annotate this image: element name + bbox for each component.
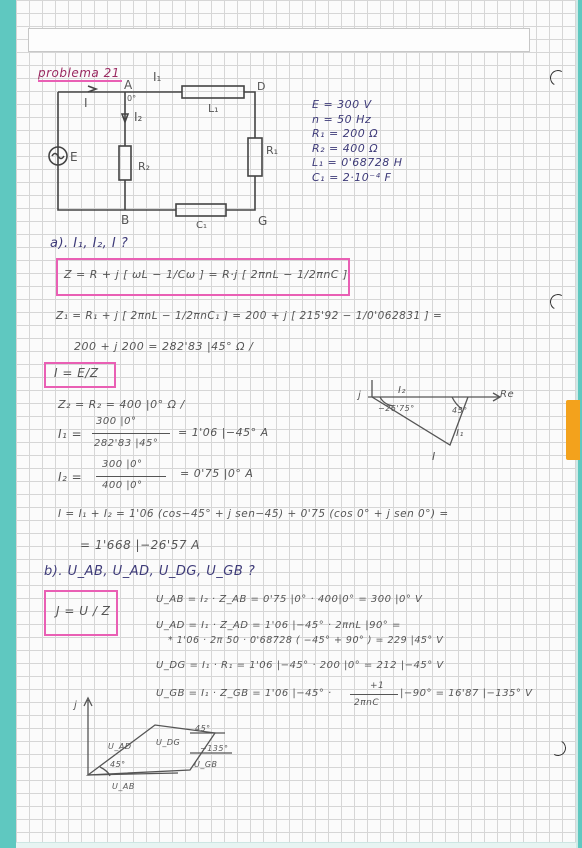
uad-line2: * 1'06 · 2π 50 · 0'68728 ( −45° + 90° ) = 229 |45° V xyxy=(168,635,444,646)
phasor-angle-1: −26'75° xyxy=(378,404,415,413)
phasor-i2-label: I₂ xyxy=(398,385,406,396)
voltage-formula: J = U / Z xyxy=(56,604,111,618)
problem-title: problema 21 xyxy=(38,66,120,80)
diagram-angle-135: −135° xyxy=(200,744,229,753)
i2-result: = 0'75 |0° A xyxy=(180,467,254,480)
angle-label: 0° xyxy=(127,94,137,103)
given-item: R₂ = 400 Ω xyxy=(312,141,379,155)
phasor-i1-label: I₁ xyxy=(456,428,464,439)
ugb-lhs: U_GB = I₁ · Z_GB = 1'06 |−45° · xyxy=(156,688,332,699)
diagram-uad-label: U_AD xyxy=(108,742,132,751)
fraction-bar xyxy=(96,476,166,477)
node-g-label: G xyxy=(258,214,268,228)
diagram-angle-45b: 45° xyxy=(110,760,126,769)
source-label: E xyxy=(70,150,78,164)
node-b-label: B xyxy=(121,213,130,227)
current-sum-result: = 1'668 |−26'57 A xyxy=(80,538,200,552)
node-d-label: D xyxy=(257,80,266,93)
current-formula: I = E/Z xyxy=(54,366,99,380)
part-a-heading: a). I₁, I₂, I ? xyxy=(50,236,129,251)
diagram-ugb-label: U_GB xyxy=(194,760,218,769)
z1-line2: 200 + j 200 = 282'83 |45° Ω / xyxy=(74,340,254,353)
ugb-denominator: 2πnC xyxy=(354,698,380,708)
i2-denominator: 400 |0° xyxy=(102,480,143,491)
part-b-heading: b). U_AB, U_AD, U_DG, U_GB ? xyxy=(44,564,256,579)
phasor-j-label: j xyxy=(358,390,362,401)
i1-lhs: I₁ = xyxy=(58,427,83,441)
z1-line1: Z₁ = R₁ + j [ 2πnL − 1/2πnC₁ ] = 200 + j [ 215'92 − 1/0'062831 ] = xyxy=(56,310,443,322)
ugb-result: |−90° = 16'87 |−135° V xyxy=(400,688,533,699)
udg-line: U_DG = I₁ · R₁ = 1'06 |−45° · 200 |0° = 212 |−45° V xyxy=(156,660,444,671)
i2-numerator: 300 |0° xyxy=(102,459,143,470)
i1-result: = 1'06 |−45° A xyxy=(178,426,269,439)
givens-list xyxy=(312,98,403,185)
impedance-formula: Z = R + j [ ωL − 1/Cω ] = R·j [ 2πnL − 1/2πnC ] xyxy=(64,268,348,281)
current-i-label: I xyxy=(84,96,88,110)
uab-line: U_AB = I₂ · Z_AB = 0'75 |0° · 400|0° = 300 |0° V xyxy=(156,594,423,605)
given-item: C₁ = 2·10⁻⁴ F xyxy=(312,170,392,184)
fraction-bar xyxy=(350,694,398,695)
given-item: L₁ = 0'68728 H xyxy=(312,156,403,169)
c1-label: C₁ xyxy=(196,220,207,231)
node-a-label: A xyxy=(124,78,133,92)
i2-lhs: I₂ = xyxy=(58,470,83,484)
diagram-angle-45: 45° xyxy=(195,724,211,733)
ugb-numerator: +1 xyxy=(370,681,385,691)
i1-numerator: 300 |0° xyxy=(96,416,137,427)
fraction-bar xyxy=(92,433,170,434)
phasor-re-label: Re xyxy=(500,389,515,400)
z2-line: Z₂ = R₂ = 400 |0° Ω / xyxy=(58,398,185,411)
r1-label: R₁ xyxy=(266,144,279,157)
diagram-udg-label: U_DG xyxy=(156,738,181,747)
current-i2-label: I₂ xyxy=(134,110,143,124)
diagram-uab-label: U_AB xyxy=(112,782,135,791)
phasor-i-label: I xyxy=(432,450,436,463)
r2-label: R₂ xyxy=(138,160,151,173)
uad-line1: U_AD = I₁ · Z_AD = 1'06 |−45° · 2πnL |90° = xyxy=(156,620,401,631)
current-sum-line: I = I₁ + I₂ = 1'06 (cos−45° + j sen−45) + 0'75 (cos 0° + j sen 0°) = xyxy=(58,508,449,520)
given-item: n = 50 Hz xyxy=(312,112,372,126)
given-item: E = 300 V xyxy=(312,98,372,111)
phasor-angle-2: 45° xyxy=(452,406,468,415)
l1-label: L₁ xyxy=(208,102,219,115)
current-i1-label: I₁ xyxy=(153,70,162,84)
diagram-j-label: j xyxy=(74,700,78,711)
given-item: R₁ = 200 Ω xyxy=(312,127,379,140)
i1-denominator: 282'83 |45° xyxy=(94,438,159,449)
